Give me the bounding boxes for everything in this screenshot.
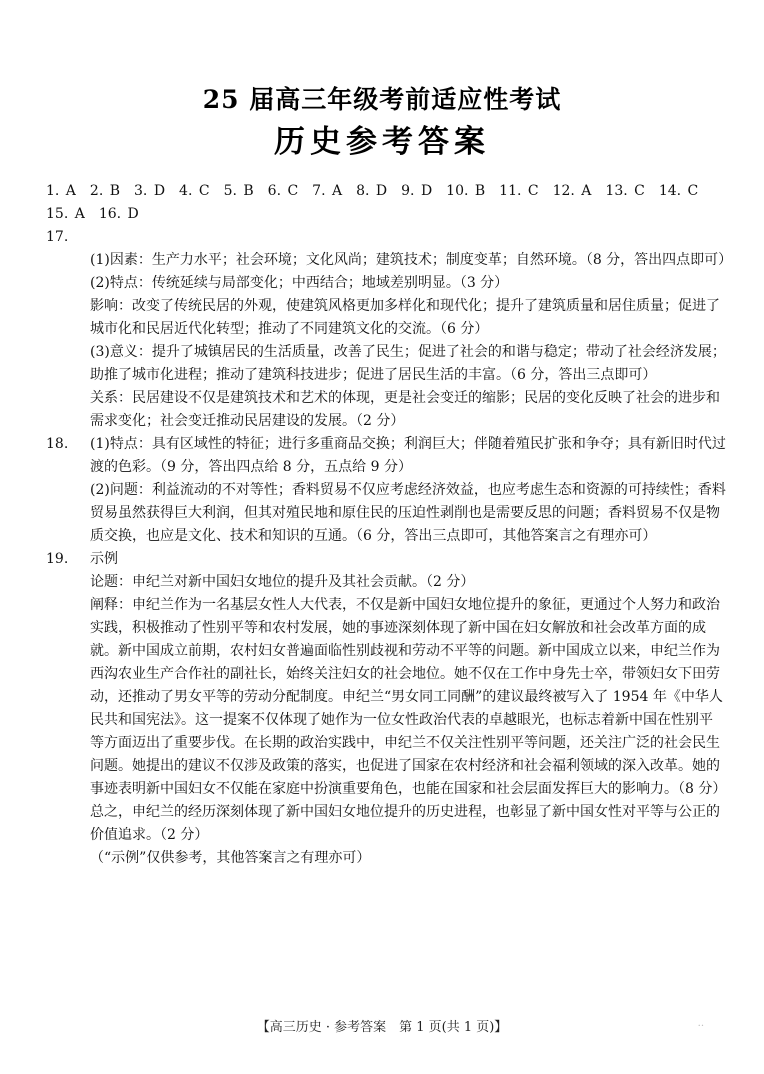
question-19-conclusion: 总之，申纪兰的经历深刻体现了新中国妇女地位提升的历史进程，也彰显了新中国女性对平等与公正的价值追求。（2 分） bbox=[90, 804, 720, 843]
answer-text: (1)因素：生产力水平；社会环境；文化风尚；建筑技术；制度变革；自然环境。（8 分，答出四点即可） bbox=[90, 252, 733, 268]
question-number: 18. bbox=[46, 436, 69, 452]
question-19-explanation: 阐释：申纪兰作为一名基层女性人大代表，不仅是新中国妇女地位提升的象征，更通过个人努力和政治实践，积极推动了性别平等和农村发展，她的事迹深刻体现了新中国在妇女解放和社会改革方面的成就。新中国成立前期，农村妇女普遍面临性别歧视和劳动不平等的问题。新中国成立以来，申纪兰作为西沟农业生产合作社的副社长，始终关注妇女的社会地位。她不仅在工作中身先士卒，带领妇女下田劳动，还推动了男女平等的劳动分配制度。申纪兰“男女同工同酬”的建议最终被写入了 1954 年《中华人民共和国宪法》。这一提案不仅体现了她作为一位女性政治代表的卓越眼光，也标志着新中国在性别平等方面迈出了重要步伐。在长期的政治实践中，申纪兰不仅关注性别平等问题，还关注广泛的社会民生问题。她提出的建议不仅涉及政策的落实，也促进了国家在农村经济和社会福利领域的深入改革。她的事迹表明新中国妇女不仅能在家庭中扮演重要角色，也能在国家和社会层面发挥巨大的影响力。（8 分） bbox=[90, 597, 727, 797]
question-17-part-2: (2)特点：传统延续与局部变化；中西结合；地域差别明显。（3 分） bbox=[90, 275, 509, 291]
question-19-example-label bbox=[46, 548, 726, 571]
question-18 bbox=[46, 433, 726, 548]
question-number: 19. bbox=[46, 551, 69, 567]
answer-text: 示例 bbox=[90, 551, 118, 567]
question-17-part-3: (3)意义：提升了城镇居民的生活质量，改善了民生；促进了社会的和谐与稳定；带动了社会经济发展；助推了城市化进程；推动了建筑科技进步；促进了居民生活的丰富。（6 分，答出三点即可） bbox=[90, 344, 726, 383]
question-19-note: （“示例”仅供参考，其他答案言之有理亦可） bbox=[90, 850, 371, 866]
footer-mark: .. bbox=[697, 1018, 704, 1029]
document-subtitle: 历史参考答案 bbox=[274, 124, 490, 160]
question-17-relation: 关系：民居建设不仅是建筑技术和艺术的体现，更是社会变迁的缩影；民居的变化反映了社会的进步和需求变化；社会变迁推动民居建设的发展。（2 分） bbox=[90, 390, 720, 429]
question-19-thesis: 论题：申纪兰对新中国妇女地位的提升及其社会贡献。（2 分） bbox=[90, 574, 475, 590]
question-number: 17. bbox=[46, 229, 69, 245]
question-19 bbox=[46, 548, 726, 870]
answer-text: (1)特点：具有区域性的特征；进行多重商品交换；利润巨大；伴随着殖民扩张和争夺；具有新旧时代过渡的色彩。（9 分，答出四点给 8 分，五点给 9 分） bbox=[90, 436, 726, 475]
question-17-part-1 bbox=[46, 226, 733, 272]
question-18-part-1 bbox=[46, 433, 726, 479]
document-title: 25 届高三年级考前适应性考试 bbox=[202, 85, 562, 114]
choice-answers-line-2: 15. A 16. D bbox=[46, 206, 139, 222]
question-17 bbox=[46, 226, 733, 433]
question-17-influence: 影响：改变了传统民居的外观，使建筑风格更加多样化和现代化；提升了建筑质量和居住质量；促进了城市化和民居近代化转型；推动了不同建筑文化的交流。（6 分） bbox=[90, 298, 720, 337]
choice-answers bbox=[46, 180, 726, 226]
question-18-part-2: (2)问题：利益流动的不对等性；香料贸易不仅应考虑经济效益，也应考虑生态和资源的可持续性；香料贸易虽然获得巨大利润，但其对殖民地和原住民的压迫性剥削也是需要反思的问题；香料贸易不仅是物质交换，也应是文化、技术和知识的互通。（6 分，答出三点即可，其他答案言之有理亦可） bbox=[90, 482, 726, 544]
page-footer: 【高三历史 · 参考答案 第 1 页(共 1 页)】 bbox=[256, 1020, 508, 1035]
choice-answers-line-1: 1. A 2. B 3. D 4. C 5. B 6. C 7. A 8. D 9. D 10. B 11. C 12. A 13. C 14. C bbox=[46, 183, 699, 199]
answer-content bbox=[46, 180, 733, 870]
